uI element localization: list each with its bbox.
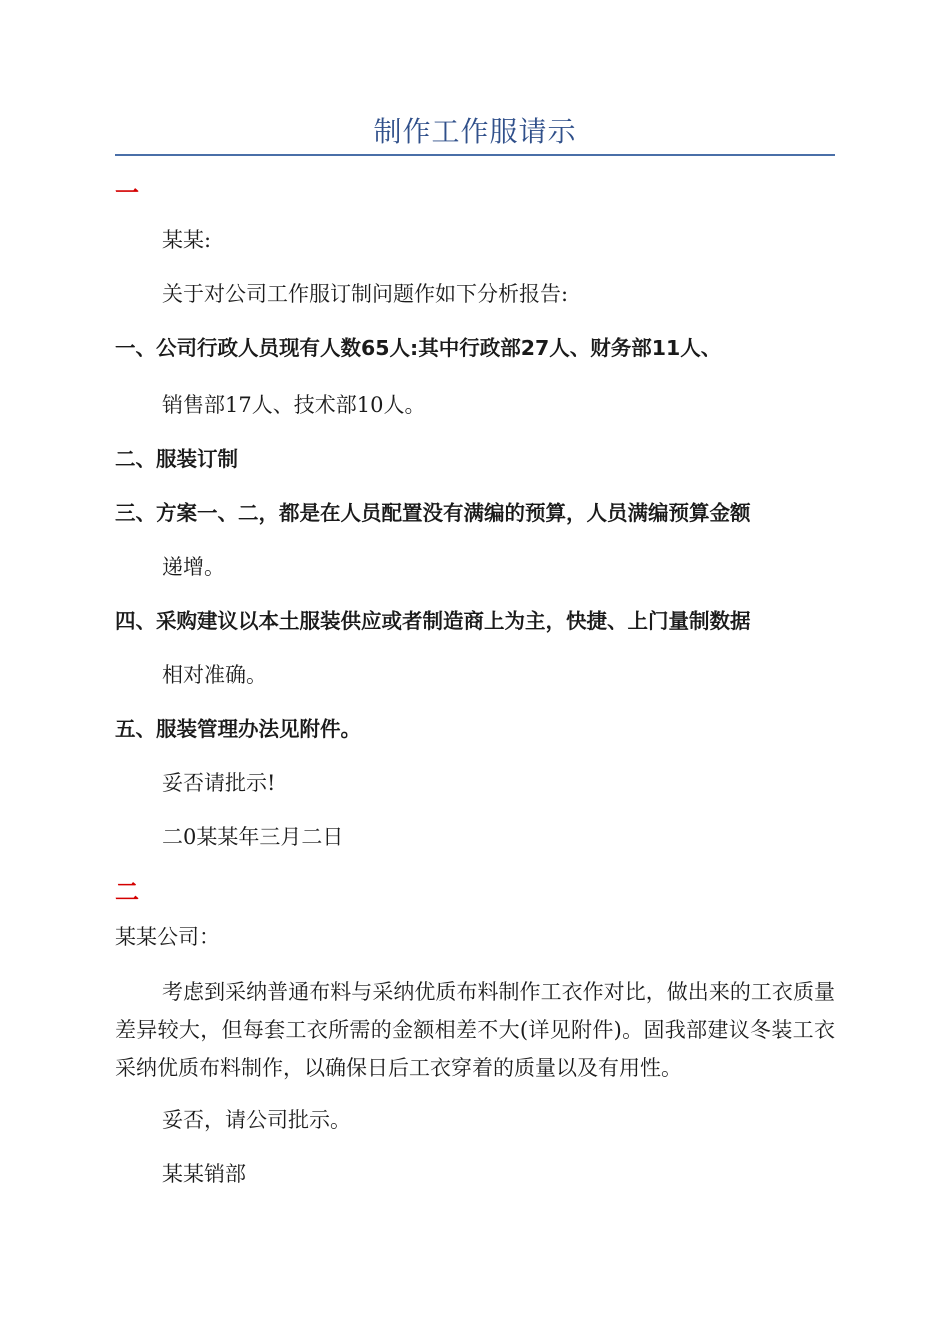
closing-2: 妥否，请公司批示。 — [162, 1108, 351, 1132]
item-1-line-2: 销售部17人、技术部10人。 — [162, 393, 426, 417]
section-marker-1: 一 — [115, 179, 139, 207]
body-paragraph: 考虑到采纳普通布料与采纳优质布料制作工衣作对比，做出来的工衣质量差异较大，但每套工衣所需的金额相差不大(详见附件)。固我部建议冬装工衣采纳优质布料制作，以确保日后工衣穿着的质量以及有用性。 — [115, 980, 835, 1080]
closing-1: 妥否请批示! — [162, 771, 276, 795]
item-5: 五、服装管理办法见附件。 — [115, 717, 361, 741]
item-3-line-2: 递增。 — [162, 555, 225, 579]
salutation-1: 某某: — [162, 228, 212, 252]
item-4-line-2: 相对准确。 — [162, 663, 267, 687]
section-marker-2: 二 — [115, 878, 139, 906]
item-4-line-1: 四、采购建议以本土服装供应或者制造商上为主，快捷、上门量制数据 — [115, 609, 751, 633]
item-2: 二、服装订制 — [115, 447, 238, 471]
intro-text: 关于对公司工作服订制问题作如下分析报告: — [162, 282, 569, 306]
title-underline — [115, 154, 835, 156]
date-line: 二0某某年三月二日 — [162, 825, 344, 849]
item-1-line-1: 一、公司行政人员现有人数65人:其中行政部27人、财务部11人、 — [115, 336, 722, 360]
item-3-line-1: 三、方案一、二，都是在人员配置没有满编的预算，人员满编预算金额 — [115, 501, 751, 525]
salutation-2: 某某公司： — [115, 925, 220, 949]
document-title: 制作工作服请示 — [373, 115, 577, 148]
signature: 某某销部 — [162, 1162, 246, 1186]
